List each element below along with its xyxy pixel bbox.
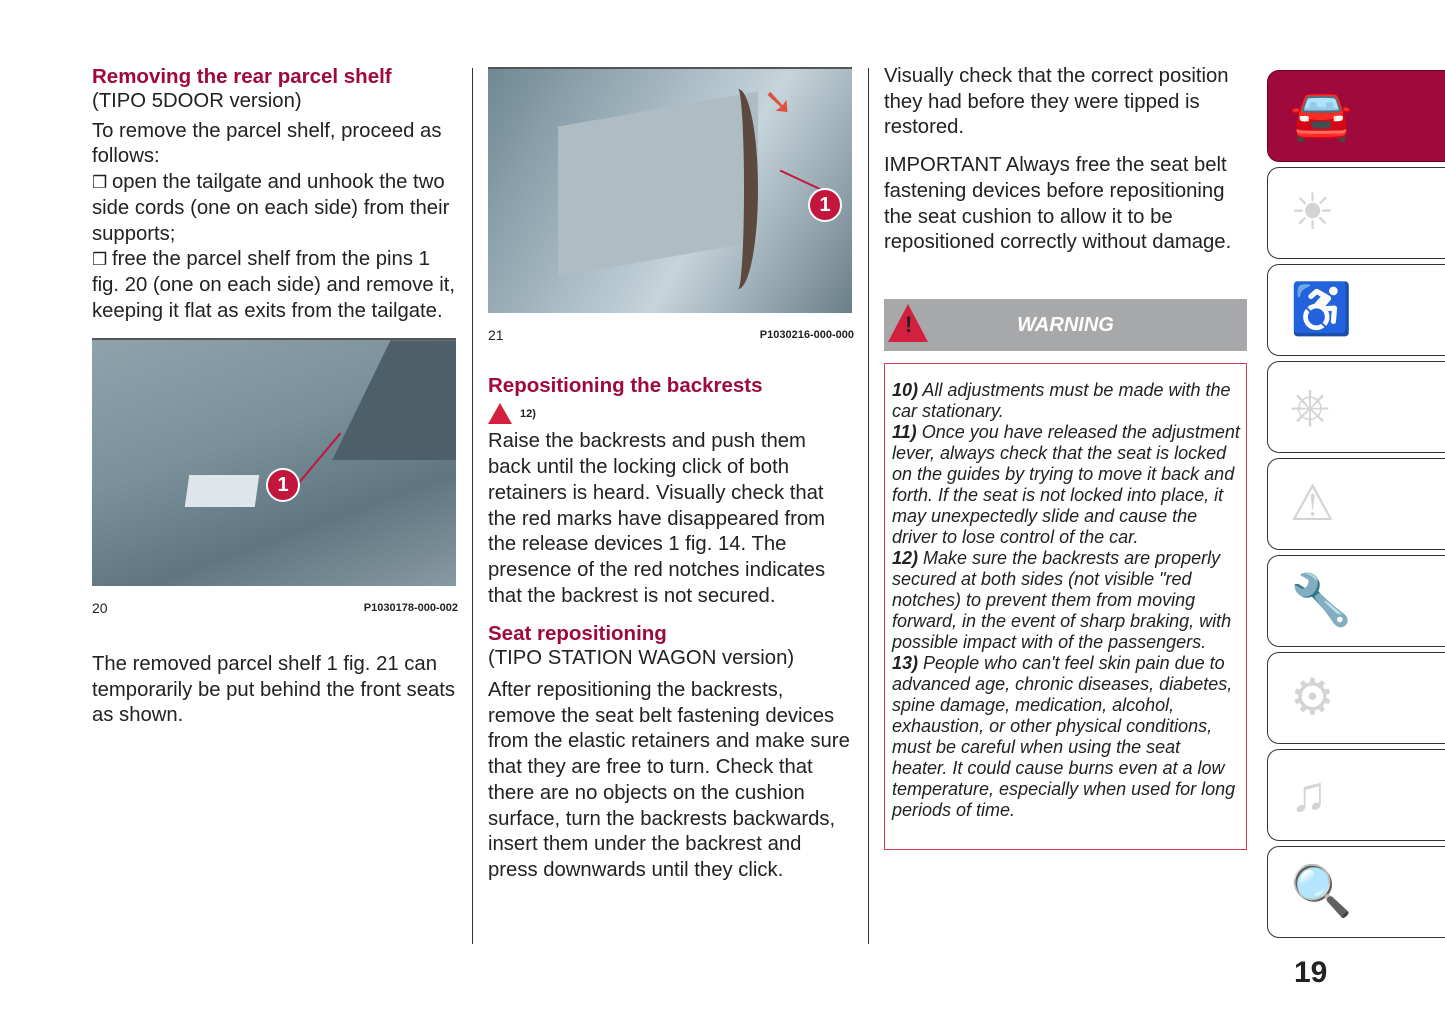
body-text: The removed parcel shelf 1 fig. 21 can temporarily be put behind the front seats as shown. [92,653,456,727]
car-warning-icon: ⚠ [1290,475,1335,531]
warning-item [892,548,1240,653]
figure-code: P1030216-000-000 [759,329,854,341]
warning-number: 13) [892,653,919,673]
body-text: After repositioning the backrests, remove the seat belt fastening devices from the elastic retainers and make sure that they are free to turn. Check that there are no objects on the cushion surface, turn the backrests backwards, insert them under the backrest and press downwards until they click. [488,679,850,881]
warning-text: People who can't feel skin pain due to advanced age, chronic diseases, diabetes, spine damage, medication, alcohol, exhaustion, or other physical conditions, must be careful when using the seat heater. It could cause burns even at a low temperature, especially when used for long periods of time. [892,653,1236,820]
section-heading: Seat repositioning [488,622,667,646]
airbag-icon: ♿ [1290,281,1353,337]
column-2 [488,67,854,890]
warning-icon: ! [888,304,928,342]
warning-text: Make sure the backrests are properly secured at both sides (not visible "red notches) to prevent them from moving forward, in the event of sharp braking, with possible impact with of the passengers. [892,548,1232,652]
figure-code: P1030178-000-002 [363,602,458,615]
warning-box [884,363,1247,850]
tab-starting-driving[interactable] [1267,361,1445,453]
column-3 [884,64,1250,262]
tab-emergency[interactable] [1267,458,1445,550]
intro-text: To remove the parcel shelf, proceed as follows: [92,119,442,168]
figure-20-image [92,338,456,586]
warning-item [892,653,1240,821]
tab-index[interactable] [1267,846,1445,938]
tab-technical-data[interactable] [1267,652,1445,744]
column-divider [472,68,473,944]
column-1 [92,64,458,735]
warning-text: Once you have released the adjustment lever, always check that the seat is locked on the guides by trying to move it back and forth. If the seat is not locked into place, it may unexpectedly slide and cause the driver to lose control of the car. [892,422,1240,547]
lights-message-icon: ☀ [1290,184,1335,240]
car-service-icon: 🔧 [1290,572,1353,628]
figure-caption [92,596,458,622]
tab-safety[interactable] [1267,264,1445,356]
warning-ref-number: 12) [520,407,536,420]
body-text: Visually check that the correct position they had before they were tipped is restored. [884,65,1229,139]
warning-icon [488,403,512,424]
warning-number: 11) [892,422,917,442]
page-number: 19 [1294,956,1328,989]
warning-item [892,380,1240,422]
index-search-icon: 🔍 [1290,863,1353,919]
tab-maintenance[interactable] [1267,555,1445,647]
warning-number: 10) [892,380,919,400]
subheading: (TIPO 5DOOR version) [92,90,302,112]
tab-multimedia[interactable] [1267,749,1445,841]
multimedia-icon: ♫ [1290,766,1328,822]
subheading: (TIPO STATION WAGON version) [488,647,795,670]
column-divider [868,68,869,944]
figure-number: 20 [92,600,108,617]
tab-knowing-your-car[interactable] [1267,70,1445,162]
section-heading: Repositioning the backrests [488,373,763,397]
callout-marker: 1 [808,188,842,222]
warning-title: WARNING [1017,314,1114,336]
car-info-icon: 🚘 [1290,87,1353,143]
section-heading: Removing the rear parcel shelf [92,65,392,88]
bullet-item: ❒ free the parcel shelf from the pins 1 fig. 20 (one on each side) and remove it, keeping it flat as exits from the tailgate. [92,247,458,324]
warning-item [892,422,1240,548]
callout-marker: 1 [266,468,300,502]
figure-caption [488,323,854,349]
bullet-item: ❒ open the tailgate and unhook the two side cords (one on each side) from their supports; [92,170,458,247]
warning-number: 12) [892,548,919,568]
warning-text: All adjustments must be made with the car stationary. [892,380,1231,421]
figure-number: 21 [488,327,504,343]
figure-21-image: ➘ 1 [488,67,852,313]
warning-reference [488,402,854,428]
warning-header [884,299,1247,351]
steering-wheel-icon: ⎈ [1290,378,1330,434]
specs-gear-icon: ⚙ [1290,669,1335,725]
tab-lights-messages[interactable] [1267,167,1445,259]
body-text: Raise the backrests and push them back until the locking click of both retainers is heard. Visually check that the red marks have disappeared from the release devices 1 fig. 14. The presence of the red notches indicates that the backrest is not secured. [488,430,826,607]
body-text: IMPORTANT Always free the seat belt fastening devices before repositioning the seat cushion to allow it to be repositioned correctly without damage. [884,154,1232,254]
